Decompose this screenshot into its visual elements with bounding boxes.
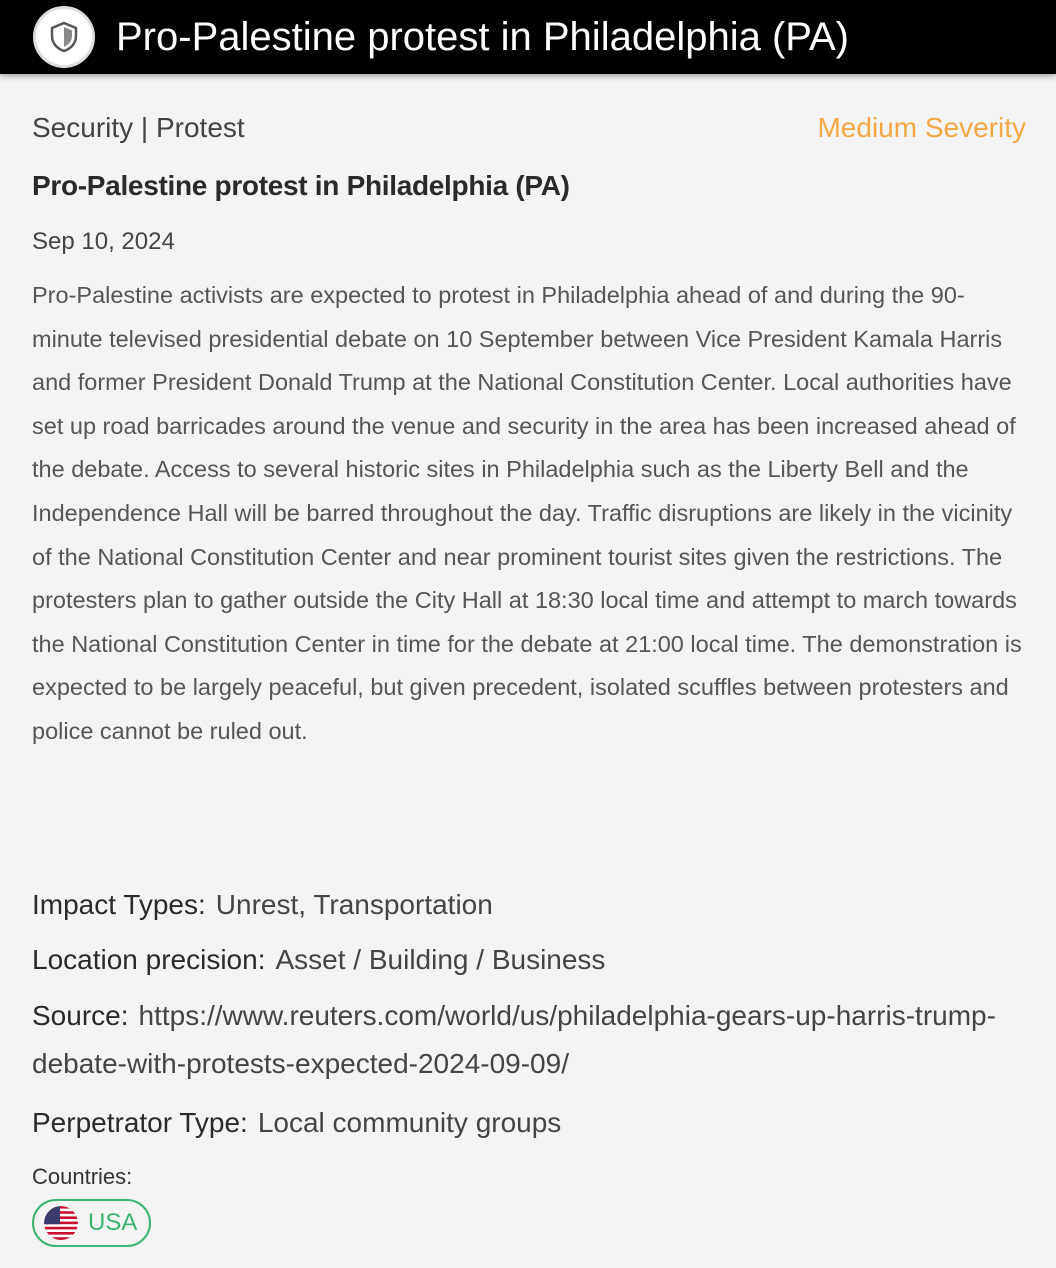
source-link[interactable]: https://www.reuters.com/world/us/philadelphia-gears-up-harris-trump-debate-with-protests-expected-2024-09-09/ [32, 1000, 996, 1079]
event-category: Security | Protest [32, 112, 245, 143]
event-description: Pro-Palestine activists are expected to protest in Philadelphia ahead of and during the 90-minute televised presidential debate on 10 September between Vice President Kamala Harris and former President Donald Trump at the National Constitution Center. Local authorities have set up road barricades around the venue and security in the area has been increased ahead of the debate. Access to several historic sites in Philadelphia such as the Liberty Bell and the Independence Hall will be barred throughout the day. Traffic disruptions are likely in the vicinity of the National Constitution Center and near prominent tourist sites given the restrictions. The protesters plan to gather outside the City Hall at 18:30 local time and attempt to march towards the National Constitution Center in time for the debate at 21:00 local time. The demonstration is expected to be largely peaceful, but given precedent, isolated scuffles between protesters and police cannot be ruled out. [32, 282, 1022, 744]
perpetrator-type-label: Perpetrator Type: [32, 1107, 248, 1138]
header-title: Pro-Palestine protest in Philadelphia (PA) [116, 14, 849, 59]
shield-icon[interactable] [33, 6, 95, 68]
country-chip-usa[interactable] [32, 1199, 151, 1247]
source-row [32, 992, 1026, 1088]
countries-label: Countries: [32, 1164, 133, 1189]
source-label: Source: [32, 1000, 129, 1031]
location-precision-label: Location precision: [32, 944, 266, 975]
country-chip-label: USA [88, 1209, 138, 1236]
category-row [32, 112, 1026, 146]
location-precision-value: Asset / Building / Business [275, 944, 606, 975]
us-flag-icon [44, 1206, 78, 1240]
severity-badge: Medium Severity [817, 112, 1026, 143]
perpetrator-type-row [32, 1107, 1026, 1139]
impact-types-value: Unrest, Transportation [215, 889, 493, 920]
location-precision-row [32, 944, 1026, 976]
impact-types-row [32, 889, 1026, 921]
impact-types-label: Impact Types: [32, 889, 206, 920]
app-header [0, 0, 1056, 74]
event-date: Sep 10, 2024 [32, 228, 175, 255]
event-title: Pro-Palestine protest in Philadelphia (PA) [32, 170, 570, 201]
perpetrator-type-value: Local community groups [257, 1107, 562, 1138]
